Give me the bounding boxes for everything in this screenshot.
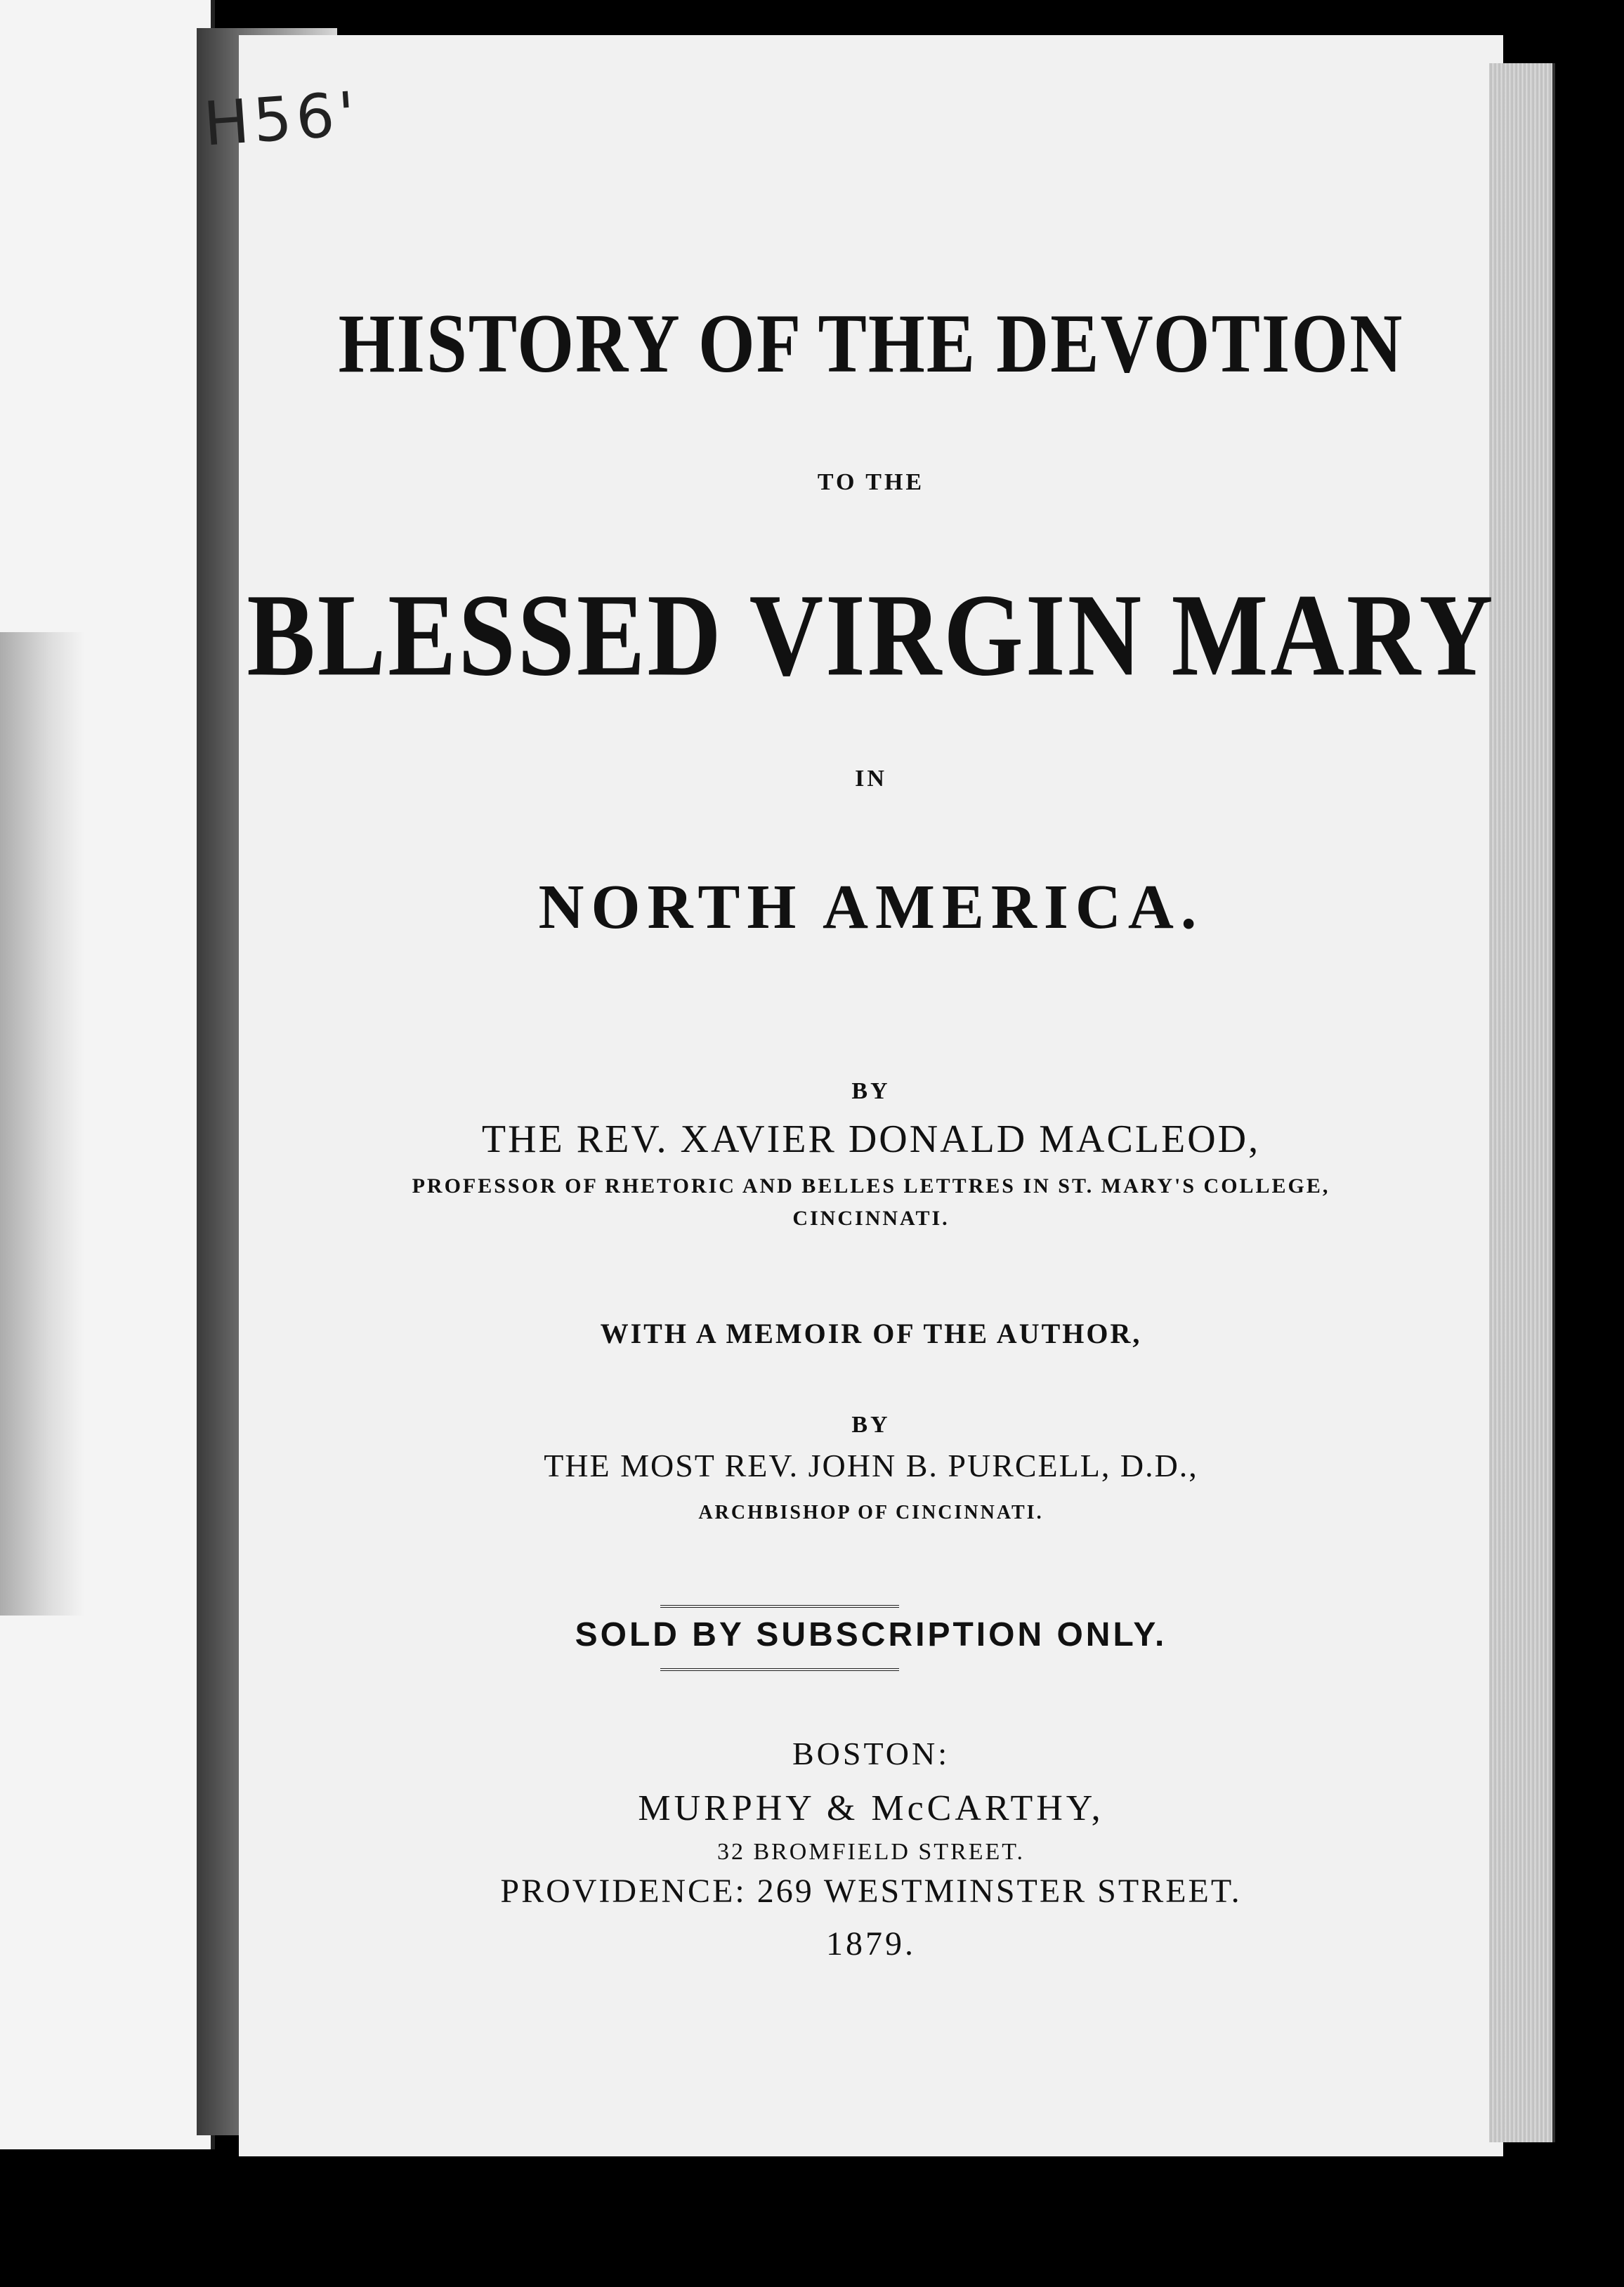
title-line-main: BLESSED VIRGIN MARY — [247, 569, 1495, 701]
title-line-place: NORTH AMERICA. — [538, 872, 1204, 942]
imprint-street: 32 BROMFIELD STREET. — [716, 1839, 1026, 1865]
divider-rule-bottom — [660, 1668, 899, 1671]
subscription-notice: SOLD BY SUBSCRIPTION ONLY. — [575, 1616, 1167, 1653]
title-line-1: HISTORY OF THE DEVOTION — [338, 297, 1404, 391]
memoir-author-name: THE MOST REV. JOHN B. PURCELL, D.D., — [544, 1448, 1198, 1483]
facing-page-illustration-edge — [0, 632, 84, 1616]
imprint-publisher: MURPHY & McCARTHY, — [638, 1788, 1104, 1828]
author-city: CINCINNATI. — [792, 1207, 950, 1230]
title-connector-in: IN — [855, 766, 887, 792]
facing-page — [0, 0, 215, 2149]
memoir-author-title: ARCHBISHOP OF CINCINNATI. — [698, 1502, 1044, 1523]
divider-rule-top — [660, 1605, 899, 1608]
author-name: THE REV. XAVIER DONALD MACLEOD, — [481, 1118, 1261, 1161]
title-connector-to-the: TO THE — [817, 469, 925, 495]
imprint-place: BOSTON: — [792, 1736, 950, 1771]
memoir-by: BY — [851, 1412, 891, 1438]
memoir-line: WITH A MEMOIR OF THE AUTHOR, — [600, 1318, 1142, 1349]
author-affiliation: PROFESSOR OF RHETORIC AND BELLES LETTRES IN ST. MARY'S COLLEGE, — [412, 1174, 1330, 1198]
imprint-year: 1879. — [826, 1925, 916, 1962]
imprint-providence: PROVIDENCE: 269 WESTMINSTER STREET. — [500, 1873, 1242, 1910]
handwritten-margin-note: H56' — [201, 79, 362, 160]
author-by: BY — [851, 1078, 891, 1104]
